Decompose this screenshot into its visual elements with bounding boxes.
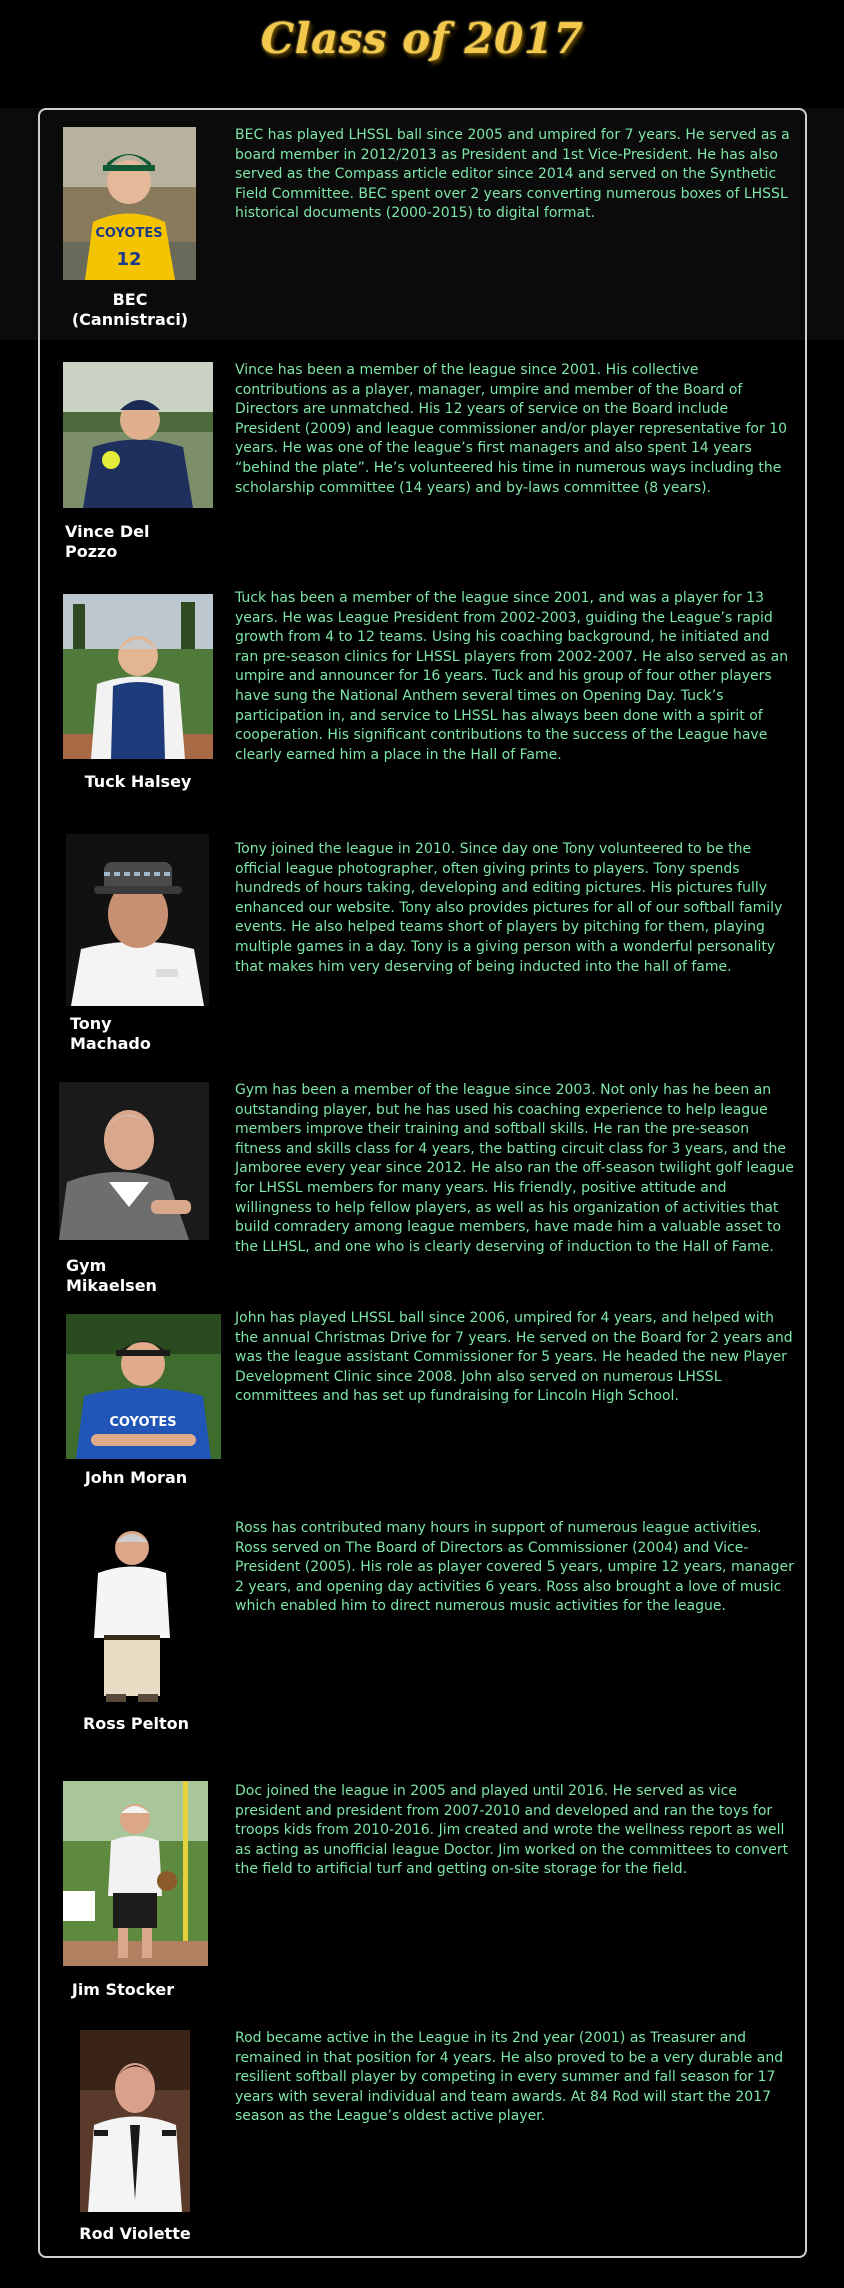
inductee-bio: Tuck has been a member of the league since 2001, and was a player for 13 years. He was League President from 2002-2003, guiding the League’s rapid growth from 4 to 12 teams. Using his coaching background, he initiated and ran pre-season clinics for LHSSL players from 2002-2007. He also served as an umpire and announcer for 16 years. Tuck and his group of four other players have sung the National Anthem several times on Opening Day. Tuck’s participation in, and service to LHSSL has always been done with a spirit of cooperation. His significant contributions to the success of the League have clearly earned him a place in the Hall of Fame.	[235, 590, 789, 763]
inductee-bio: Vince has been a member of the league since 2001. His collective contributions as a player, manager, umpire and member of the Board of Directors are unmatched. His 12 years of service on the Board include President (2009) and league commissioner and/or player representative for 10 years. He was one of the league’s first managers and also spent 14 years “behind the plate”. He’s volunteered his time in numerous ways including the scholarship committee (14 years) and by-laws committee (8 years).	[235, 362, 788, 496]
inductee-photo	[66, 834, 209, 1006]
inductee-name: Tony Machado	[70, 1014, 151, 1053]
inductee-name: Tuck Halsey	[84, 772, 192, 791]
inductee-photo	[63, 362, 213, 508]
svg-text:COYOTES: COYOTES	[109, 1415, 177, 1430]
inductee-bio: Rod became active in the League in its 2nd year (2001) as Treasurer and remained in that position for 4 years. He also proved to be a very durable and resilient softball player by competing in every summer and fall season for 17 years with several individual and team awards. At 84 Rod will start the 2017 season as the League’s oldest active player.	[235, 2030, 784, 2125]
inductee-name: John Moran	[84, 1468, 188, 1487]
inductee-bio: Tony joined the league in 2010. Since day one Tony volunteered to be the official league photographer, often giving prints to players. Tony spends hundreds of hours taking, developing and editing pictures. His pictures fully enhanced our website. Tony also provides pictures for all of our softball family events. He also helped teams short of players by pitching for them, playing multiple games in a day. Tony is a giving person with a wonderful personality that makes him very deserving of being inducted into the hall of fame.	[235, 841, 783, 975]
inductee-name: Jim Stocker	[71, 1980, 175, 1999]
inductee-photo	[63, 127, 196, 280]
inductee-bio: Ross has contributed many hours in support of numerous league activities. Ross served on The Board of Directors as Commissioner (2004) and Vice- President (2005). His role as player covered 5 years, umpire 12 years, manager 2 years, and opening day activities 6 years. Ross also brought a love of music which enabled him to direct numerous music activities for the league.	[235, 1520, 794, 1615]
inductee-bio: BEC has played LHSSL ball since 2005 and umpired for 7 years. He served as a board member in 2012/2013 as President and 1st Vice-President. He has also served as the Compass article editor since 2014 and served on the Synthetic Field Committee. BEC spent over 2 years converting numerous boxes of LHSSL historical documents (2000-2015) to digital format.	[235, 127, 790, 222]
inductee-photo	[63, 594, 213, 759]
inductee-name: Ross Pelton	[82, 1714, 190, 1733]
svg-text:12: 12	[116, 249, 142, 270]
inductee-bio: Doc joined the league in 2005 and played until 2016. He served as vice president and president from 2007-2010 and developed and ran the toys for troops kids from 2010-2016. Jim created and wrote the wellness report as well as acting as unofficial league Doctor. Jim worked on the committees to convert the field to artificial turf and getting on-site storage for the field.	[235, 1783, 789, 1878]
inductee-photo	[59, 1082, 209, 1240]
inductee-photo	[66, 1314, 221, 1459]
inductee-name: Rod Violette	[79, 2224, 191, 2243]
inductee-name: Gym Mikaelsen	[66, 1256, 157, 1295]
inductee-bio: Gym has been a member of the league since 2003. Not only has he been an outstanding player, but he has used his coaching experience to help league members improve their training and softball skills. He ran the pre-season fitness and skills class for 4 years, the batting circuit class for 3 years, and the Jamboree every year since 2012. He also ran the off-season twilight golf league for LHSSL members for many years. His friendly, positive attitude and willingness to help fellow players, as well as his organization of activities that build comradery among league members, have made him a valuable asset to the LLHSL, and one who is clearly deserving of induction to the Hall of Fame.	[235, 1082, 794, 1255]
inductee-photo	[80, 1518, 185, 1703]
inductee-photo	[80, 2030, 190, 2212]
inductee-name: BEC (Cannistraci)	[71, 290, 189, 329]
inductee-photo	[63, 1781, 208, 1966]
inductee-bio: John has played LHSSL ball since 2006, umpired for 4 years, and helped with the annual Christmas Drive for 7 years. He served on the Board for 2 years and was the league assistant Commissioner for 5 years. He headed the new Player Development Clinic since 2008. John also served on numerous LHSSL committees and has set up fundraising for Lincoln High School.	[235, 1310, 793, 1405]
inductee-name: Vince Del Pozzo	[65, 522, 150, 561]
svg-text:COYOTES: COYOTES	[95, 226, 163, 241]
page-title: Class of 2017	[260, 14, 584, 63]
